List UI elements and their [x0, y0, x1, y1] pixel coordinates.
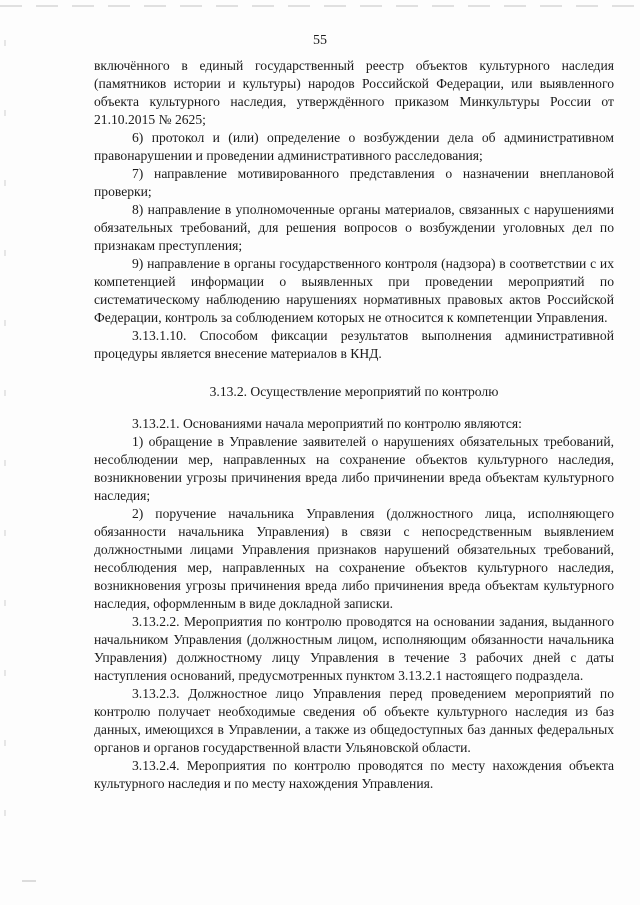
paragraph: 3.13.1.10. Способом фиксации результатов выполнения административной процедуры является внесение материалов в КНД. [94, 328, 614, 361]
paragraph: 7) направление мотивированного представления о назначении внеплановой проверки; [94, 166, 614, 199]
paragraph: 6) протокол и (или) определение о возбуждении дела об административном правонарушении и проведении административного расследования; [94, 130, 614, 163]
page-number: 55 [313, 33, 327, 48]
paragraph: 2) поручение начальника Управления (должностного лица, исполняющего обязанности начальника Управления) в связи с непосредственным выявлением должностными лицами Управления признаков нарушений обязательных требований, несоблюдения мер, направленных на сохранение объектов культурного наследия, возникновения угрозы причинения вреда либо причинения вреда объектам культурного наследия, оформленным в виде докладной записки. [94, 506, 614, 611]
paragraph: включённого в единый государственный реестр объектов культурного наследия (памятников истории и культуры) народов Российской Федерации, или выявленного объекта культурного наследия, утверждённого приказом Минкультуры России от 21.10.2015 № 2625; [94, 58, 614, 127]
paragraph: 3.13.2.4. Мероприятия по контролю проводятся по месту нахождения объекта культурного наследия и по месту нахождения Управления. [94, 758, 614, 791]
paragraph: 3.13.2.3. Должностное лицо Управления перед проведением мероприятий по контролю получает необходимые сведения об объекте культурного наследия из баз данных, имеющихся в Управлении, а также из общедоступных баз данных федеральных органов и органов государственной власти Ульяновской области. [94, 686, 614, 755]
paragraph: 8) направление в уполномоченные органы материалов, связанных с нарушениями обязательных требований, для решения вопросов о возбуждении уголовных дел по признакам преступления; [94, 202, 614, 253]
document-body [94, 57, 614, 793]
section-heading: 3.13.2. Осуществление мероприятий по контролю [209, 384, 499, 399]
paragraph: 9) направление в органы государственного контроля (надзора) в соответствии с их компетенцией информации о выявленных при проведении мероприятий по систематическому наблюдению нарушениях нормативных правовых актов Российской Федерации, контроль за соблюдением которых не относится к компетенции Управления. [94, 256, 614, 325]
paragraph: 3.13.2.1. Основаниями начала мероприятий по контролю являются: [132, 416, 522, 431]
paragraph: 1) обращение в Управление заявителей о нарушениях обязательных требований, несоблюдении мер, направленных на сохранение объектов культурного наследия, возникновении угрозы причинения вреда либо причинении вреда объектам культурного наследия; [94, 434, 614, 503]
scan-artifact-left [4, 40, 6, 860]
paragraph: 3.13.2.2. Мероприятия по контролю проводятся на основании задания, выданного начальником Управления (должностным лицом, исполняющим обязанности начальника Управления) должностному лицу Управления в течение 3 рабочих дней с даты наступления оснований, предусмотренных пунктом 3.13.2.1 настоящего подраздела. [94, 614, 614, 683]
scan-artifact-bottom-left [22, 880, 36, 882]
scan-artifact-top [0, 5, 640, 7]
